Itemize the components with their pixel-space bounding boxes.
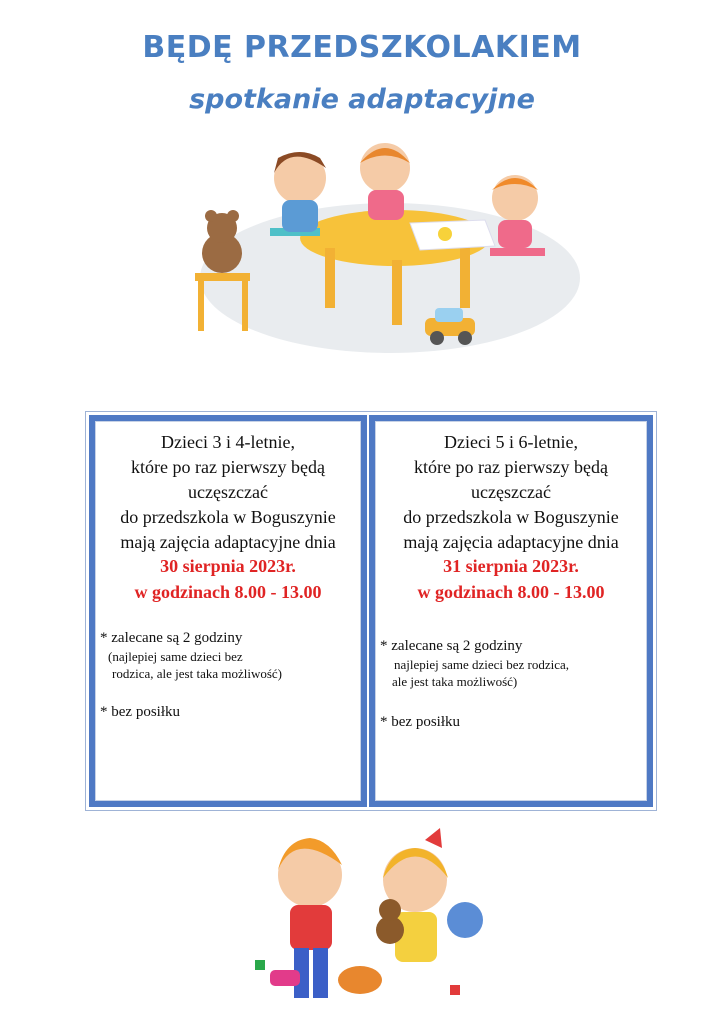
left-line-5: mają zajęcia adaptacyjne dnia	[120, 532, 336, 552]
page-title: BĘDĘ PRZEDSZKOLAKIEM	[142, 30, 582, 65]
left-line-1: Dzieci 3 i 4-letnie,	[161, 432, 295, 452]
left-date: 30 sierpnia 2023r.	[160, 556, 296, 576]
right-note-1-sub-2: ale jest taka możliwość)	[392, 674, 518, 689]
right-note-1: * zalecane są 2 godziny	[380, 638, 523, 654]
right-line-1: Dzieci 5 i 6-letnie,	[444, 432, 578, 452]
right-line-5: mają zajęcia adaptacyjne dnia	[403, 532, 619, 552]
left-note-1-sub-1: (najlepiej same dzieci bez	[108, 649, 243, 664]
right-date: 31 sierpnia 2023r.	[443, 556, 579, 576]
children-playing-illustration	[250, 820, 490, 1020]
children-at-table-illustration	[180, 128, 580, 358]
right-line-4: do przedszkola w Boguszynie	[403, 507, 619, 527]
right-line-3: uczęszczać	[471, 482, 551, 502]
left-line-2: które po raz pierwszy będą	[131, 457, 325, 477]
group-3-4-card	[89, 415, 367, 807]
group-5-6-card	[369, 415, 653, 807]
right-note-2: * bez posiłku	[380, 714, 460, 730]
left-line-3: uczęszczać	[188, 482, 268, 502]
right-line-2: które po raz pierwszy będą	[414, 457, 608, 477]
right-note-1-sub-1: najlepiej same dzieci bez rodzica,	[394, 657, 570, 672]
left-note-1-sub-2: rodzica, ale jest taka możliwość)	[112, 666, 283, 681]
left-hours: w godzinach 8.00 - 13.00	[134, 582, 322, 602]
right-hours: w godzinach 8.00 - 13.00	[417, 582, 605, 602]
left-line-4: do przedszkola w Boguszynie	[120, 507, 336, 527]
left-note-2: * bez posiłku	[100, 704, 180, 720]
page-subtitle: spotkanie adaptacyjne	[189, 84, 535, 115]
left-note-1: * zalecane są 2 godziny	[100, 630, 243, 646]
